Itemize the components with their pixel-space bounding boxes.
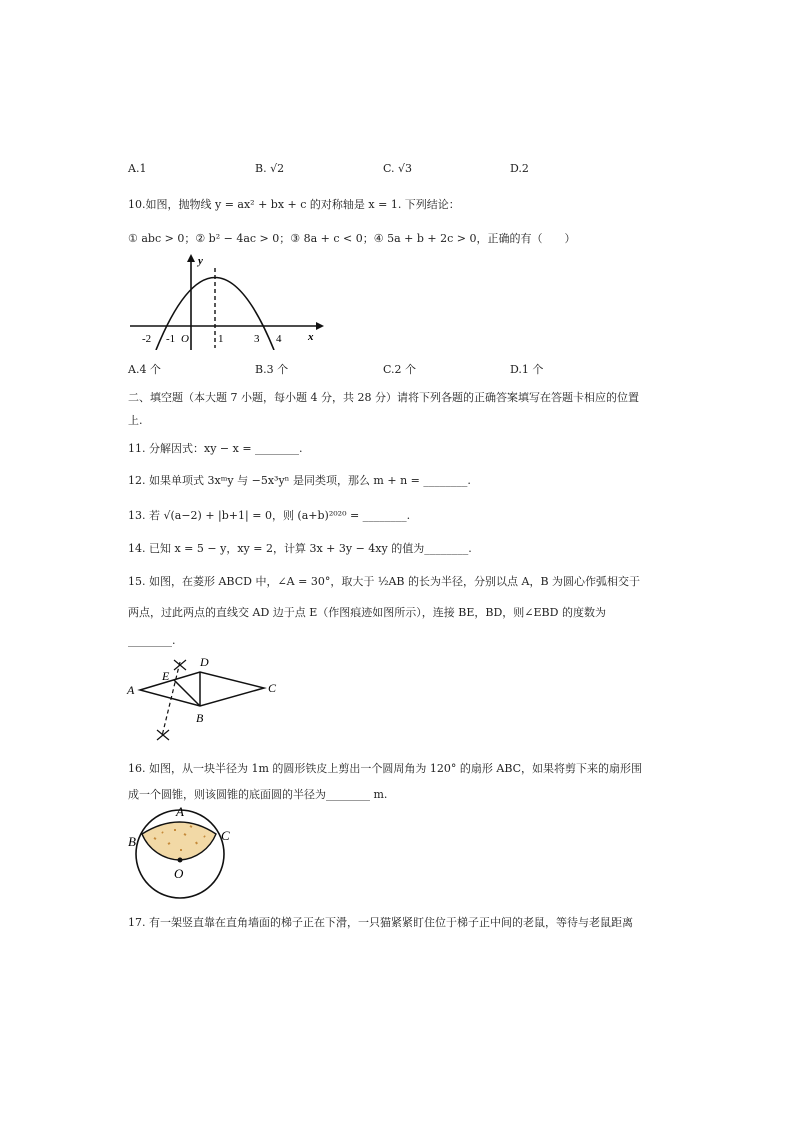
section2-heading-line2: 上. (128, 414, 143, 427)
q10-conclusions: ① abc > 0；② b² − 4ac > 0；③ 8a + c < 0；④ 5a + b + 2c > 0，正确的有（ ） (128, 232, 576, 245)
q15-rhombus-figure (124, 654, 284, 746)
q15-line2: 两点，过此两点的直线交 AD 边于点 E（作图痕迹如图所示），连接 BE，BD，则∠EBD 的度数为 (128, 606, 606, 619)
label-c: C (221, 828, 230, 843)
label-a: A (127, 683, 135, 697)
q16-line2: 成一个圆锥，则该圆锥的底面圆的半径为________ m. (128, 788, 388, 801)
x-axis-arrow-icon (316, 322, 324, 330)
q15-line3: ________. (128, 634, 176, 647)
q12-text: 12. 如果单项式 3xᵐy 与 −5x³yⁿ 是同类项，那么 m + n = ________. (128, 474, 471, 487)
tick-label-neg1: -1 (166, 333, 176, 345)
y-axis-arrow-icon (187, 254, 195, 262)
label-c: C (268, 681, 277, 695)
q16-line1: 16. 如图，从一块半径为 1m 的圆形铁皮上剪出一个圆周角为 120° 的扇形 ABC，如果将剪下来的扇形围 (128, 762, 643, 775)
label-o: O (174, 866, 184, 881)
tick-label-4: 4 (276, 333, 282, 345)
section2-heading-line1: 二、填空题（本大题 7 小题，每小题 4 分，共 28 分）请将下列各题的正确答案填写在答题卡相应的位置 (128, 391, 639, 404)
q9-option-d: D.2 (510, 162, 529, 175)
q10-option-c: C.2 个 (383, 363, 417, 376)
sector-abc (142, 822, 216, 860)
label-b: B (128, 834, 136, 849)
q9-option-b: B. √2 (255, 162, 285, 175)
q9-option-a: A.1 (128, 162, 147, 175)
q16-sector-figure (124, 804, 244, 904)
q17-line1: 17. 有一架竖直靠在直角墙面的梯子正在下滑，一只猫紧紧盯住位于梯子正中间的老鼠，等待与老鼠距离 (128, 916, 633, 929)
origin-label: O (181, 333, 189, 345)
q14-text: 14. 已知 x = 5 − y，xy = 2，计算 3x + 3y − 4xy 的值为________. (128, 542, 472, 555)
q10-stem: 10.如图，抛物线 y = ax² + bx + c 的对称轴是 x = 1. 下列结论： (128, 198, 460, 211)
x-axis-label: x (308, 331, 314, 343)
y-axis-label: y (198, 255, 203, 267)
label-d: D (200, 655, 209, 669)
tick-label-neg2: -2 (142, 333, 152, 345)
q10-option-a: A.4 个 (128, 363, 161, 376)
label-e: E (162, 669, 170, 683)
q10-parabola-graph (126, 250, 326, 350)
label-a: A (176, 804, 184, 819)
arc-mark-top-icon (174, 660, 186, 670)
q10-option-b: B.3 个 (255, 363, 289, 376)
q15-line1: 15. 如图，在菱形 ABCD 中，∠A = 30°，取大于 ½AB 的长为半径，分别以点 A，B 为圆心作弧相交于 (128, 575, 641, 588)
tick-label-3: 3 (254, 333, 260, 345)
q9-option-c: C. √3 (383, 162, 413, 175)
q13-text: 13. 若 √(a−2) + |b+1| = 0，则 (a+b)²⁰²⁰ = ________. (128, 509, 411, 522)
label-b: B (196, 711, 204, 725)
rhombus-abcd (140, 672, 264, 706)
q11-text: 11. 分解因式：xy − x = ________. (128, 442, 303, 455)
tick-label-1: 1 (218, 333, 224, 345)
q10-option-d: D.1 个 (510, 363, 544, 376)
point-o (178, 858, 183, 863)
